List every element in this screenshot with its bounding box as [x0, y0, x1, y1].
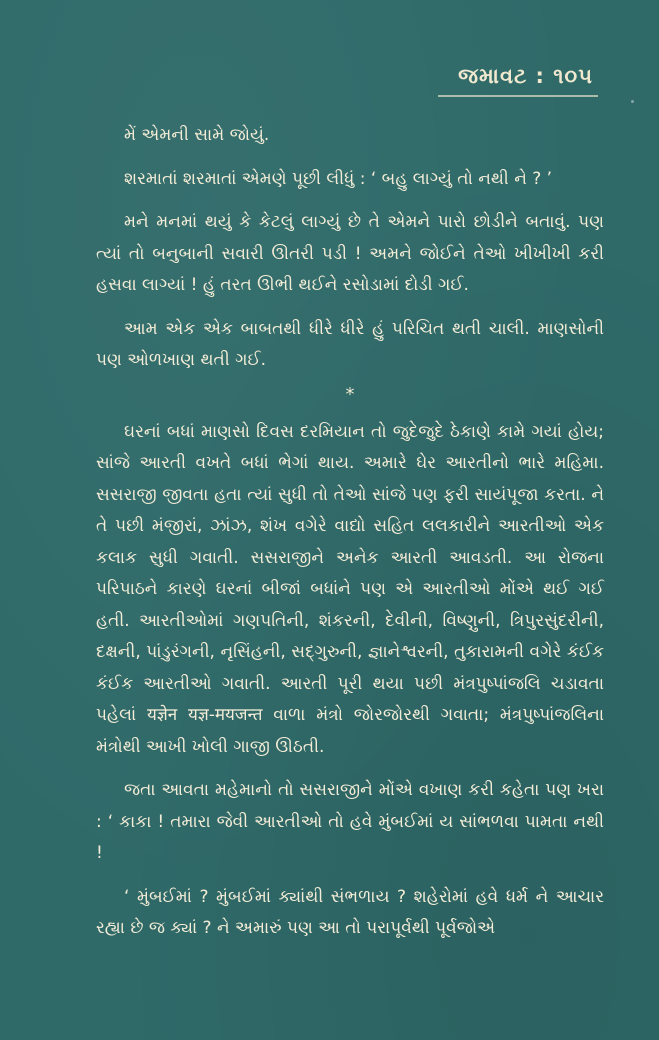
- paragraph-2: શરમાતાં શરમાતાં એમણે પૂછી લીધું : ‘ બહુ લાગ્યું તો નથી ને ? ’: [124, 168, 553, 189]
- paragraph-4: આમ એક એક બાબતથી ધીરે ધીરે હું પરિચિત થતી ચાલી. માણસોની પણ ઓળખાણ થતી ગઈ.: [96, 318, 604, 370]
- running-header: જમાવટ : ૧૦૫: [458, 64, 593, 88]
- paragraph-3: મને મનમાં થયું કે કેટલું લાગ્યું છે તે એમને પારો છોડીને બતાવું. પણ ત્યાં તો બનુબાની સવારી ઊતરી પડી ! અમને જોઈને તેઓ ખીખીખી કરી હસવા લાગ્યાં ! હું તરત ઊભી થઈને રસોડામાં દોડી ગઈ.: [96, 212, 604, 295]
- paragraph-7: ‘ મુંબઈમાં ? મુંબઈમાં ક્યાંથી સંભળાય ? શહેરોમાં હવે ધર્મ ને આચાર રહ્યા છે જ ક્યાં ? ને અમારું પણ આ તો પરાપૂર્વથી પૂર્વજોએ: [96, 886, 604, 938]
- paper-speck: [631, 100, 634, 103]
- paragraph-1: મેં એમની સામે જોયું.: [124, 125, 270, 145]
- paragraph-6: જતા આવતા મહેમાનો તો સસરાજીને મોંએ વખાણ કરી કહેતા પણ ખરા : ‘ કાકા ! તમારા જેવી આરતીઓ તો હવે મુંબઈમાં ય સાંભળવા પામતા નથી !: [96, 780, 604, 863]
- paragraph-5: ઘરનાં બધાં માણસો દિવસ દરમિયાન તો જુદેજુદે ઠેકાણે કામે ગયાં હોય; સાંજે આરતી વખતે બધાં ભેગાં થાય. અમારે ઘેર આરતીનો ભારે મહિમા. સસરાજી જીવતા હતા ત્યાં સુધી તો તેઓ સાંજે પણ ફરી સાયંપૂજા કરતા. ને તે પછી મંજીરાં, ઝાંઝ, શંખ વગેરે વાદ્યો સહિત લલકારીને આરતીઓ એક કલાક સુધી ગવાતી. સસરાજીને અનેક આરતી આવડતી. આ રોજના પરિપાઠને કારણે ઘરનાં બીજાં બધાંને પણ એ આરતીઓ મોંએ થઈ ગઈ હતી. આરતીઓમાં ગણપતિની, શંકરની, દેવીની, વિષ્ણુની, ત્રિપુરસુંદરીની, દક્ષની, પાંડુરંગની, નૃસિંહની, સદ્‌ગુરુની, જ્ઞાનેશ્વરની, તુકારામની વગેરે કંઈક કંઈક આરતીઓ ગવાતી. આરતી પૂરી થયા પછી મંત્રપુષ્પાંજલિ ચડાવતા પહેલાં यज्ञेन यज्ञ-मयजन्त વાળા મંત્રો જોરજોરથી ગવાતા; મંત્રપુષ્પાંજલિના મંત્રોથી આખી ખોલી ગાજી ઊઠતી.: [96, 421, 604, 757]
- section-separator: *: [345, 383, 355, 405]
- page-body: [96, 120, 604, 945]
- header-underline: [438, 95, 598, 97]
